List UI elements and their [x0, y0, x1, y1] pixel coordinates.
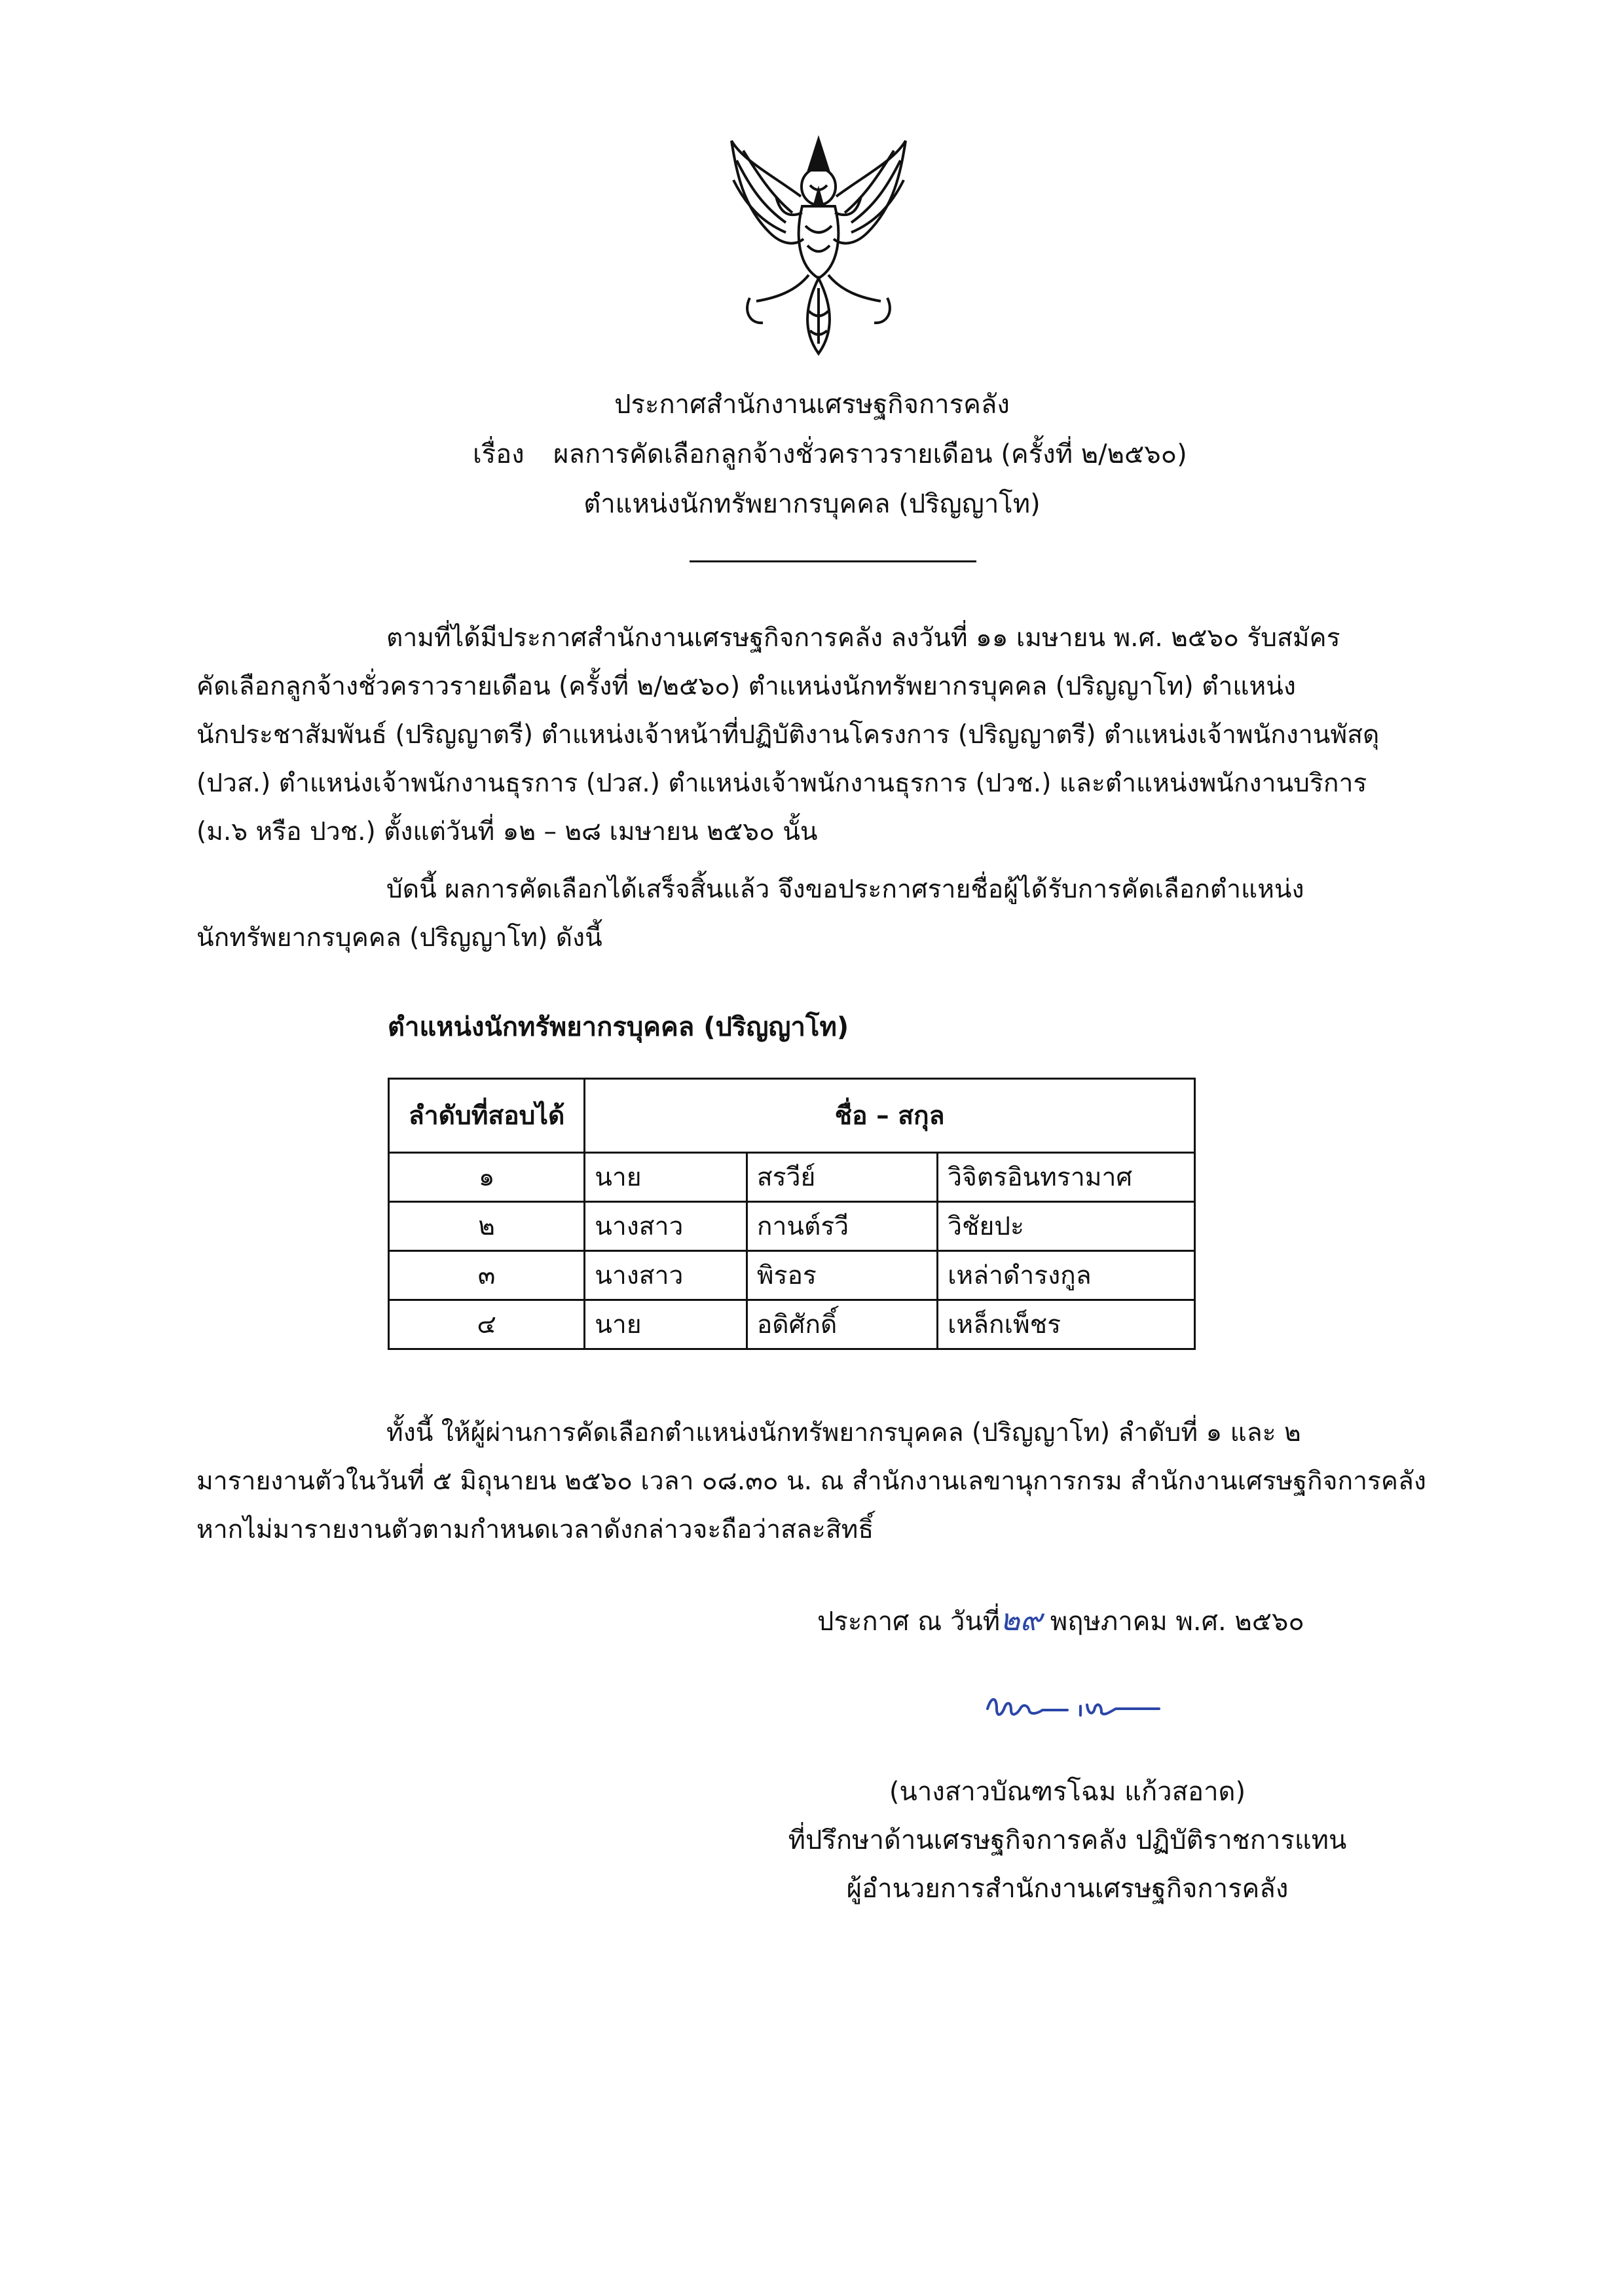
cell-rank: ๔ [389, 1300, 585, 1349]
subject-text: ผลการคัดเลือกลูกจ้างชั่วคราวรายเดือน (ครั้งที่ ๒/๒๕๖๐) [553, 439, 1187, 469]
signer-title-2: ผู้อำนวยการสำนักงานเศรษฐกิจการคลัง [846, 1874, 1289, 1904]
cell-rank: ๓ [389, 1251, 585, 1300]
paragraph-3-line: หากไม่มารายงานตัวตามกำหนดเวลาดังกล่าวจะถือว่าสละสิทธิ์ [196, 1515, 874, 1544]
paragraph-3-line: ทั้งนี้ ให้ผู้ผ่านการคัดเลือกตำแหน่งนักทรัพยากรบุคคล (ปริญญาโท) ลำดับที่ ๑ และ ๒ [386, 1418, 1301, 1448]
table-row [389, 1251, 1195, 1300]
paragraph-3 [196, 1409, 1434, 1554]
cell-first-name: กานต์รวี [747, 1202, 937, 1251]
paragraph-1-line: (ปวส.) ตำแหน่งเจ้าพนักงานธุรการ (ปวส.) ตำแหน่งเจ้าพนักงานธุรการ (ปวช.) และตำแหน่งพนักงานบริการ [196, 769, 1367, 798]
title-divider [690, 560, 976, 562]
signer-title-1: ที่ปรึกษาด้านเศรษฐกิจการคลัง ปฏิบัติราชการแทน [788, 1825, 1347, 1855]
paragraph-1-line: ตามที่ได้มีประกาศสำนักงานเศรษฐกิจการคลัง ลงวันที่ ๑๑ เมษายน พ.ศ. ๒๕๖๐ รับสมัคร [386, 623, 1340, 653]
paragraph-2-line: นักทรัพยากรบุคคล (ปริญญาโท) ดังนี้ [196, 923, 602, 953]
cell-first-name: อดิศักดิ์ [747, 1300, 937, 1349]
cell-last-name: เหล่าดำรงกูล [938, 1251, 1195, 1300]
subject-label: เรื่อง [473, 439, 525, 469]
cell-title: นาย [585, 1153, 747, 1202]
table-row [389, 1300, 1195, 1349]
table-row [389, 1153, 1195, 1202]
announce-date [817, 1596, 1304, 1644]
results-table [388, 1078, 1196, 1350]
paragraph-1-line: คัดเลือกลูกจ้างชั่วคราวรายเดือน (ครั้งที่ ๒/๒๕๖๐) ตำแหน่งนักทรัพยากรบุคคล (ปริญญาโท) ตำแหน่ง [196, 672, 1296, 701]
paragraph-2 [196, 866, 1434, 962]
cell-title: นางสาว [585, 1251, 747, 1300]
signer-name: (นางสาวบัณฑรโฉม แก้วสอาด) [889, 1777, 1246, 1807]
cell-first-name: สรวีย์ [747, 1153, 937, 1202]
signer-block [740, 1768, 1395, 1913]
table-heading: ตำแหน่งนักทรัพยากรบุคคล (ปริญญาโท) [388, 1012, 849, 1042]
cell-last-name: วิชัยปะ [938, 1202, 1195, 1251]
cell-rank: ๒ [389, 1202, 585, 1251]
position-title: ตำแหน่งนักทรัพยากรบุคคล (ปริญญาโท) [583, 489, 1041, 519]
table-row [389, 1202, 1195, 1251]
announce-prefix: ประกาศ ณ วันที่ [817, 1607, 1001, 1637]
header-fullname: ชื่อ – สกุล [585, 1079, 1195, 1153]
cell-last-name: เหล็กเพ็ชร [938, 1300, 1195, 1349]
paragraph-2-line: บัดนี้ ผลการคัดเลือกได้เสร็จสิ้นแล้ว จึงขอประกาศรายชื่อผู้ได้รับการคัดเลือกตำแหน่ง [386, 875, 1304, 904]
cell-last-name: วิจิตรอินทรามาศ [938, 1153, 1195, 1202]
garuda-emblem-icon [724, 134, 913, 360]
paragraph-3-line: มารายงานตัวในวันที่ ๕ มิถุนายน ๒๕๖๐ เวลา ๐๘.๓๐ น. ณ สำนักงานเลขานุการกรม สำนักงานเศรษฐกิจการคลัง [196, 1467, 1426, 1496]
cell-title: นางสาว [585, 1202, 747, 1251]
cell-rank: ๑ [389, 1153, 585, 1202]
paragraph-1 [196, 614, 1434, 856]
announce-suffix: พฤษภาคม พ.ศ. ๒๕๖๐ [1050, 1607, 1304, 1637]
table-header-row [389, 1079, 1195, 1153]
announce-day-handwritten: ๒๙ [1000, 1602, 1043, 1637]
paragraph-1-line: (ม.๖ หรือ ปวช.) ตั้งแต่วันที่ ๑๒ – ๒๘ เมษายน ๒๕๖๐ นั้น [196, 817, 818, 847]
cell-first-name: พิรอร [747, 1251, 937, 1300]
cell-title: นาย [585, 1300, 747, 1349]
header-rank: ลำดับที่สอบได้ [389, 1079, 585, 1153]
paragraph-1-line: นักประชาสัมพันธ์ (ปริญญาตรี) ตำแหน่งเจ้าหน้าที่ปฏิบัติงานโครงการ (ปริญญาตรี) ตำแหน่งเจ้าพนักงานพัสดุ [196, 720, 1380, 750]
document-title: ประกาศสำนักงานเศรษฐกิจการคลัง [614, 390, 1010, 420]
signature-mark [982, 1689, 1166, 1728]
